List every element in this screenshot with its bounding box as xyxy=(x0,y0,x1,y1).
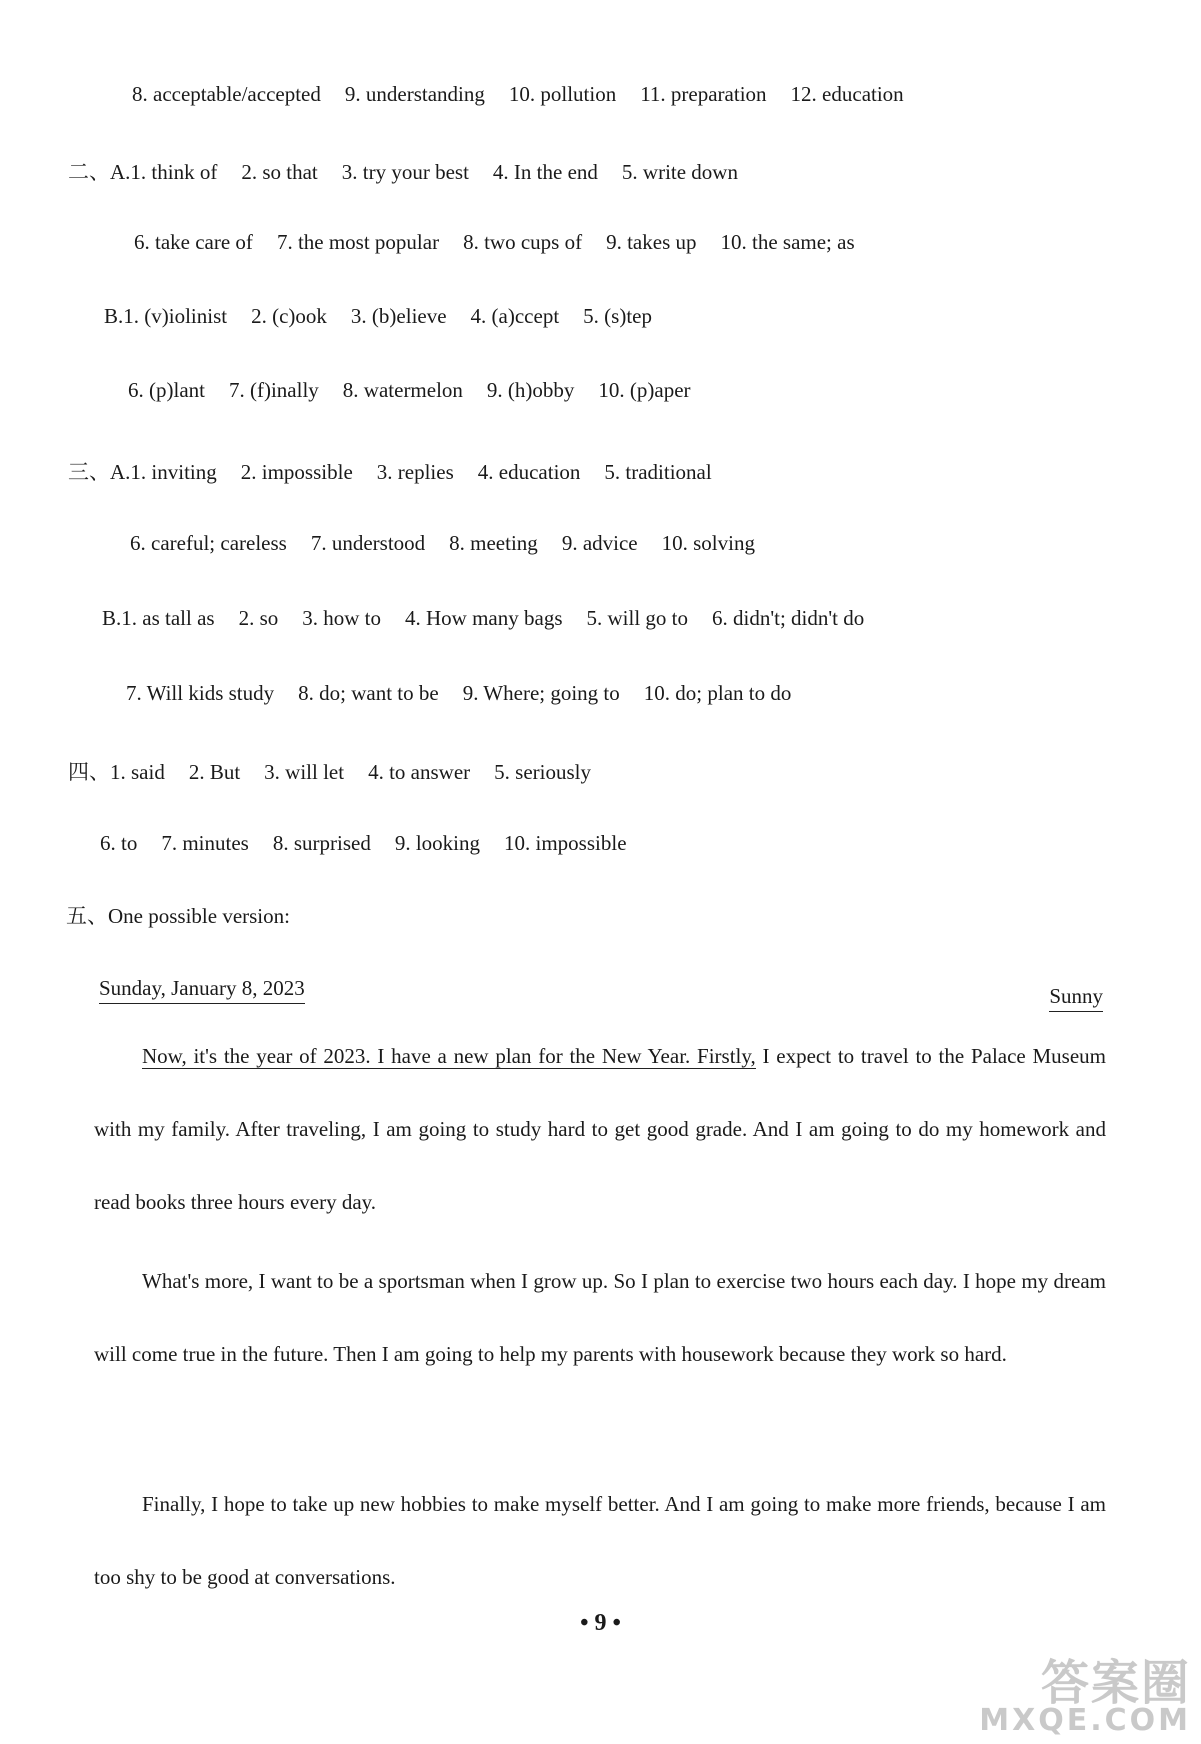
answer-item: 7. the most popular xyxy=(276,230,440,254)
answer-item: 7. understood xyxy=(310,531,426,555)
answer-item: 11. preparation xyxy=(640,82,767,106)
diary-weather: Sunny xyxy=(1049,984,1103,1012)
answer-item: 4. education xyxy=(477,460,581,484)
answer-item: 8. acceptable/accepted xyxy=(132,82,321,106)
answer-item: 9. understanding xyxy=(344,82,485,106)
section-5-label: 五、One possible version: xyxy=(66,904,290,928)
answer-item: 6. (p)lant xyxy=(128,378,205,402)
answer-item: 4. How many bags xyxy=(405,606,563,630)
essay-paragraph-1-rest: I expect to travel to the Palace Museum with my family. After traveling, I am going to study hard to get good grade. And I am going to do my homework and read books three hours every day. xyxy=(94,1044,1107,1214)
section-prefix: 四、 xyxy=(68,760,110,784)
answer-item: 6. careful; careless xyxy=(130,531,287,555)
answer-line xyxy=(68,156,762,186)
answer-item: 8. surprised xyxy=(272,831,371,855)
section-prefix: B. xyxy=(102,606,122,630)
answer-item: 10. impossible xyxy=(504,831,627,855)
essay-paragraph-3-text: Finally, I hope to take up new hobbies to make myself better. And I am going to make more friends, because I am too shy to be good at conversations. xyxy=(94,1492,1106,1589)
essay-paragraph-3 xyxy=(94,1468,1106,1614)
answer-item: 9. (h)obby xyxy=(486,378,575,402)
answer-item: 2. so xyxy=(238,606,279,630)
answer-item: 10. the same; as xyxy=(720,230,855,254)
answer-item: 10. pollution xyxy=(508,82,617,106)
answer-line xyxy=(68,456,736,486)
answer-item: 12. education xyxy=(790,82,904,106)
answer-item: 5. (s)tep xyxy=(583,304,652,328)
essay-underlined-opening: Now, it's the year of 2023. I have a new plan for the New Year. Firstly, xyxy=(142,1044,756,1068)
section-prefix: 二、A. xyxy=(68,160,131,184)
answer-item: 3. will let xyxy=(264,760,345,784)
answer-item: 7. Will kids study xyxy=(126,681,275,705)
answer-item: 10. (p)aper xyxy=(598,378,691,402)
answer-item: 9. Where; going to xyxy=(462,681,620,705)
diary-date: Sunday, January 8, 2023 xyxy=(99,976,305,1004)
section-prefix: 三、A. xyxy=(68,460,131,484)
answer-line xyxy=(100,831,651,856)
answer-line xyxy=(134,230,879,255)
answer-line xyxy=(126,681,815,706)
answer-item: 6. didn't; didn't do xyxy=(712,606,865,630)
answer-item: 4. to answer xyxy=(368,760,471,784)
answer-item: 2. (c)ook xyxy=(251,304,327,328)
answer-item: 9. advice xyxy=(561,531,638,555)
answer-item: 5. traditional xyxy=(604,460,712,484)
essay-paragraph-2 xyxy=(94,1245,1106,1391)
answer-line xyxy=(68,756,615,786)
answer-item: 2. so that xyxy=(241,160,318,184)
answer-item: 3. (b)elieve xyxy=(350,304,447,328)
watermark-top: 答案圈 xyxy=(1040,1655,1191,1711)
answer-item: 2. But xyxy=(188,760,241,784)
section-prefix: B. xyxy=(104,304,124,328)
answer-line xyxy=(132,82,928,107)
answer-item: 5. will go to xyxy=(586,606,689,630)
watermark-bottom: MXQE.COM xyxy=(979,1703,1191,1738)
answer-item: 3. try your best xyxy=(341,160,469,184)
answer-item: 1. as tall as xyxy=(121,606,215,630)
answer-item: 5. write down xyxy=(621,160,738,184)
answer-item: 2. impossible xyxy=(240,460,353,484)
answer-line xyxy=(104,304,676,329)
answer-item: 5. seriously xyxy=(494,760,591,784)
answer-item: 8. two cups of xyxy=(463,230,583,254)
answer-item: 3. how to xyxy=(302,606,382,630)
answer-item: 1. think of xyxy=(130,160,218,184)
answer-item: 9. takes up xyxy=(606,230,697,254)
answer-item: 10. do; plan to do xyxy=(643,681,792,705)
answer-item: 7. minutes xyxy=(161,831,249,855)
answer-item: 6. to xyxy=(100,831,138,855)
answer-line xyxy=(128,378,715,403)
essay-paragraph-1 xyxy=(94,1020,1106,1239)
answer-item: 9. looking xyxy=(394,831,481,855)
answer-item: 6. take care of xyxy=(134,230,253,254)
answer-item: 10. solving xyxy=(661,531,755,555)
answer-item: 1. (v)iolinist xyxy=(123,304,228,328)
page-number: • 9 • xyxy=(580,1610,621,1636)
answer-line xyxy=(102,606,888,631)
essay-paragraph-2-text: What's more, I want to be a sportsman when I grow up. So I plan to exercise two hours each day. I hope my dream will come true in the future. Then I am going to help my parents with housework because they work so hard. xyxy=(94,1269,1106,1366)
answer-item: 8. watermelon xyxy=(342,378,463,402)
answer-item: 4. In the end xyxy=(492,160,598,184)
answer-item: 3. replies xyxy=(376,460,454,484)
answer-item: 1. inviting xyxy=(130,460,217,484)
answer-item: 8. do; want to be xyxy=(298,681,439,705)
answer-line xyxy=(130,531,779,556)
answer-item: 4. (a)ccept xyxy=(470,304,560,328)
answer-item: 7. (f)inally xyxy=(228,378,319,402)
answer-item: 1. said xyxy=(110,760,165,784)
watermark-logo xyxy=(979,1644,1191,1738)
answer-item: 8. meeting xyxy=(449,531,538,555)
